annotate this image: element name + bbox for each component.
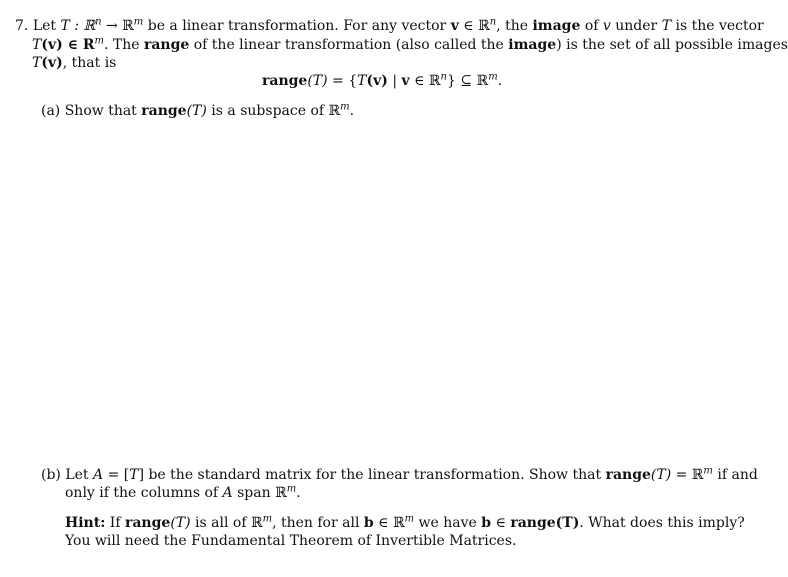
text: span ℝ [232, 485, 287, 501]
text: we have [414, 515, 482, 531]
display-equation [262, 72, 502, 90]
math-v: (v) [41, 55, 63, 71]
math-in: ∈ ℝ [373, 515, 405, 531]
text: , that is [62, 55, 117, 71]
term-range: range [141, 103, 187, 119]
sup-m: m [340, 101, 350, 113]
sup-m: m [94, 35, 104, 47]
math-A: A [222, 485, 233, 501]
sup-m: m [404, 513, 415, 525]
text: Let [32, 18, 61, 34]
math-in: ∈ [491, 515, 511, 531]
text: ] be the standard matrix for the linear transformation. Show that [138, 467, 606, 483]
math-in: ∈ ℝ [458, 18, 490, 34]
math-arrow: → ℝ [101, 18, 134, 34]
sup-m: m [286, 483, 297, 495]
text: under [610, 18, 662, 34]
text: if and [712, 467, 758, 483]
text: ) is the set of all possible images [556, 37, 788, 53]
hint-line-2 [65, 532, 516, 550]
math-map: T : ℝ [60, 18, 96, 34]
problem-number: 7. [15, 18, 29, 34]
sup-n: n [440, 71, 447, 83]
part-b-line-1 [41, 466, 758, 484]
text: only if the columns of [65, 485, 223, 501]
text: be a linear transformation. For any vector [143, 18, 451, 34]
math-v: v [450, 18, 459, 34]
text: . The [103, 37, 144, 53]
hint-label: Hint: [65, 515, 106, 531]
text: . [349, 103, 355, 119]
sup-m: m [703, 465, 713, 477]
problem-line-2 [32, 36, 788, 54]
text: , the [496, 18, 533, 34]
sup-n: n [95, 16, 102, 28]
term-range: range [124, 515, 171, 531]
math-T: (T) [170, 515, 191, 531]
text: . What does this imply? [579, 515, 745, 531]
math-T: T [661, 18, 672, 34]
text: If [105, 515, 125, 531]
math-subset: } ⊆ ℝ [447, 73, 489, 89]
term-image: image [532, 18, 581, 34]
part-a [41, 102, 354, 120]
text: . [497, 73, 503, 89]
math-T: (T) [186, 103, 207, 119]
math-eq: = [ [103, 467, 130, 483]
term-range: range [262, 73, 308, 89]
text: is all of ℝ [190, 515, 263, 531]
math-T: (T) [307, 73, 328, 89]
math-v: (v) [41, 37, 63, 53]
math-v: v [602, 18, 611, 34]
math-in: ∈ R [62, 37, 95, 53]
sup-n: n [489, 16, 497, 28]
sup-m: m [262, 513, 273, 525]
text: . [296, 485, 301, 501]
math-T: (T) [650, 467, 672, 483]
math-v: v [401, 73, 410, 89]
text: of the linear transformation (also called the [189, 37, 509, 53]
hint-text: You will need the Fundamental Theorem of Invertible Matrices. [65, 533, 517, 549]
math-T: T [32, 55, 42, 71]
term-range: range(T) [510, 515, 580, 531]
math-A: A [93, 467, 104, 483]
term-range: range [605, 467, 651, 483]
term-image: image [508, 37, 557, 53]
math-in: ∈ ℝ [409, 73, 441, 89]
problem-line-1 [15, 17, 764, 35]
math-T: T [32, 37, 42, 53]
text: , then for all [272, 515, 364, 531]
math-eq: = { [327, 73, 358, 89]
part-a-label: (a) Show that [41, 103, 142, 119]
math-v: (v) [366, 73, 388, 89]
sup-m: m [488, 71, 498, 83]
text: of [580, 18, 603, 34]
hint-line-1 [65, 514, 745, 532]
math-b: b [481, 515, 492, 531]
math-bar: | [387, 73, 402, 89]
text: is the vector [671, 18, 764, 34]
problem-line-3 [32, 54, 116, 72]
sup-m: m [133, 16, 144, 28]
math-b: b [363, 515, 374, 531]
math-eq: = ℝ [671, 467, 704, 483]
term-range: range [143, 37, 190, 53]
math-T: T [129, 467, 139, 483]
text: is a subspace of ℝ [206, 103, 341, 119]
part-b-label: (b) Let [41, 467, 93, 483]
math-T: T [357, 73, 367, 89]
part-b-line-2 [65, 484, 301, 502]
